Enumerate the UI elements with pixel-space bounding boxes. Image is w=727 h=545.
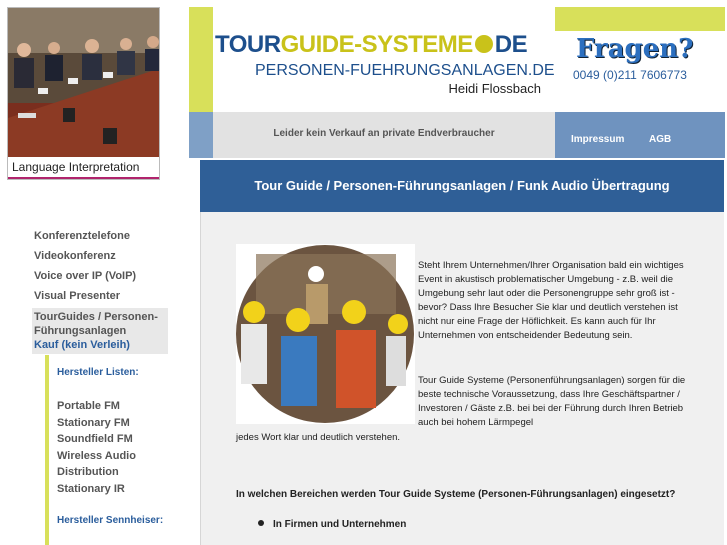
- usage-question-heading: In welchen Bereichen werden Tour Guide Systeme (Personen-Führungsanlagen) eingesetzt?: [236, 489, 676, 500]
- logo-subdomain: PERSONEN-FUEHRUNGSANLAGEN.DE: [255, 62, 555, 79]
- conference-room-image: [8, 8, 160, 159]
- notice-text: Leider kein Verkauf an private Endverbraucher: [213, 112, 555, 158]
- sub-item-wireless-audio[interactable]: Wireless Audio Distribution: [57, 449, 136, 478]
- nav-item-tourguides[interactable]: [32, 308, 168, 354]
- logo-wordmark: TOURGUIDE-SYSTEME DE: [215, 31, 528, 58]
- lightbulb-icon: [475, 35, 493, 53]
- header-accent-right: [555, 7, 725, 31]
- page-title: Tour Guide / Personen-Führungsanlagen / Funk Audio Übertragung: [200, 160, 724, 212]
- usage-list-item: In Firmen und Unternehmen: [258, 519, 406, 530]
- sub-item-soundfield-fm[interactable]: Soundfield FM: [57, 433, 133, 445]
- phone-number: 0049 (0)211 7606773: [573, 68, 687, 82]
- benefit-paragraph: Tour Guide Systeme (Personenführungsanlagen) sorgen für die beste technische Voraussetzung, dass Ihre Geschäftspartner / Investoren / Gäste z.B. bei bei der Führung durch Ihren Betrieb auch bei hohem Lärmpegel: [418, 375, 686, 428]
- sub-heading-hersteller-listen: Hersteller Listen:: [57, 367, 139, 378]
- sub-navigation: [45, 355, 165, 545]
- sub-item-stationary-ir[interactable]: Stationary IR: [57, 482, 125, 495]
- site-logo[interactable]: [213, 7, 555, 112]
- conference-photo: [7, 7, 160, 180]
- strip-accent-left: [189, 112, 213, 158]
- nav-item-visual-presenter[interactable]: Visual Presenter: [34, 290, 121, 302]
- fragen-heading: Fragen?: [576, 34, 694, 64]
- header-accent-left: [189, 7, 213, 112]
- nav-item-tourguides-label: TourGuides / Personen-Führungsanlagen: [34, 311, 158, 337]
- nav-item-konferenztelefone[interactable]: Konferenztelefone: [34, 230, 130, 242]
- top-links-bar: [555, 112, 725, 158]
- nav-item-voip[interactable]: Voice over IP (VoIP): [34, 270, 137, 282]
- intro-paragraph: Steht Ihrem Unternehmen/Ihrer Organisation bald ein wichtiges Event in akustisch problematischer Umgebung - z.B. weil die Umgebung sehr laut oder die Personengruppe sehr groß ist - bevor? Dass Ihre Besucher Sie klar und deutlich verstehen ist nicht nur eine Frage der Höflichkeit. Es kann auch für Ihr Unternehmen von entscheidender Bedeutung sein.: [418, 260, 684, 341]
- photo-caption: Language Interpretation: [8, 157, 159, 179]
- bullet-icon: [258, 520, 264, 526]
- benefit-paragraph-tail: jedes Wort klar und deutlich verstehen.: [236, 432, 401, 443]
- nav-item-kauf[interactable]: Kauf (kein Verleih): [34, 339, 130, 351]
- left-navigation: [34, 228, 174, 354]
- sub-heading-sennheiser: Hersteller Sennheiser:: [57, 515, 164, 526]
- sub-item-portable-fm[interactable]: Portable FM: [57, 400, 120, 412]
- impressum-link[interactable]: Impressum: [571, 134, 625, 145]
- logo-owner-name: Heidi Flossbach: [448, 81, 541, 96]
- nav-item-videokonferenz[interactable]: Videokonferenz: [34, 250, 116, 262]
- sub-item-stationary-fm[interactable]: Stationary FM: [57, 416, 130, 429]
- agb-link[interactable]: AGB: [649, 134, 672, 145]
- tour-guide-photo: [236, 244, 415, 424]
